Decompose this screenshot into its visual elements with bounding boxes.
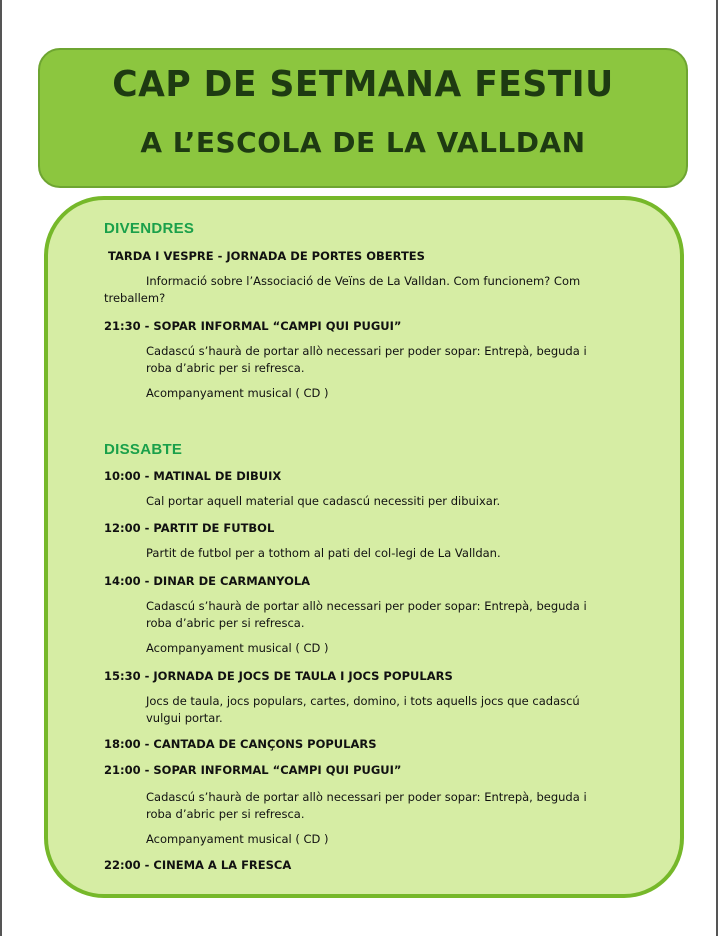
event-description: Acompanyament musical ( CD ) [146, 641, 329, 655]
event-title: 21:00 - SOPAR INFORMAL “CAMPI QUI PUGUI” [104, 763, 402, 777]
event-description: Cadascú s’haurà de portar allò necessari per poder sopar: Entrepà, beguda i roba d’abric per si refresca. [146, 599, 587, 630]
event-title: 21:30 - SOPAR INFORMAL “CAMPI QUI PUGUI” [104, 319, 402, 333]
event-description: Cadascú s’haurà de portar allò necessari per poder sopar: Entrepà, beguda i roba d’abric per si refresca. [146, 344, 587, 375]
event-description: Acompanyament musical ( CD ) [146, 386, 329, 400]
event-title: 12:00 - PARTIT DE FUTBOL [104, 521, 275, 535]
page-subtitle: A L’ESCOLA DE LA VALLDAN [140, 126, 586, 159]
event-title: 15:30 - JORNADA DE JOCS DE TAULA I JOCS POPULARS [104, 669, 453, 683]
event-description: Informació sobre l’Associació de Veïns de La Valldan. Com funcionem? Com treballem? [104, 274, 581, 305]
event-description: Cal portar aquell material que cadascú necessiti per dibuixar. [146, 494, 501, 508]
event-title: TARDA I VESPRE - JORNADA DE PORTES OBERTES [108, 249, 425, 263]
title-banner [38, 48, 688, 188]
event-description: Jocs de taula, jocs populars, cartes, domino, i tots aquells jocs que cadascú vulgui portar. [146, 694, 580, 725]
day-heading-friday: DIVENDRES [104, 220, 195, 237]
page-title: CAP DE SETMANA FESTIU [112, 64, 614, 105]
day-heading-saturday: DISSABTE [104, 441, 183, 458]
event-description: Cadascú s’haurà de portar allò necessari per poder sopar: Entrepà, beguda i roba d’abric per si refresca. [146, 790, 587, 821]
event-description: Acompanyament musical ( CD ) [146, 832, 329, 846]
event-title: 10:00 - MATINAL DE DIBUIX [104, 469, 282, 483]
event-title: 22:00 - CINEMA A LA FRESCA [104, 858, 292, 872]
event-description: Partit de futbol per a tothom al pati del col-legi de La Valldan. [146, 546, 501, 560]
event-title: 18:00 - CANTADA DE CANÇONS POPULARS [104, 737, 377, 751]
event-title: 14:00 - DINAR DE CARMANYOLA [104, 574, 311, 588]
